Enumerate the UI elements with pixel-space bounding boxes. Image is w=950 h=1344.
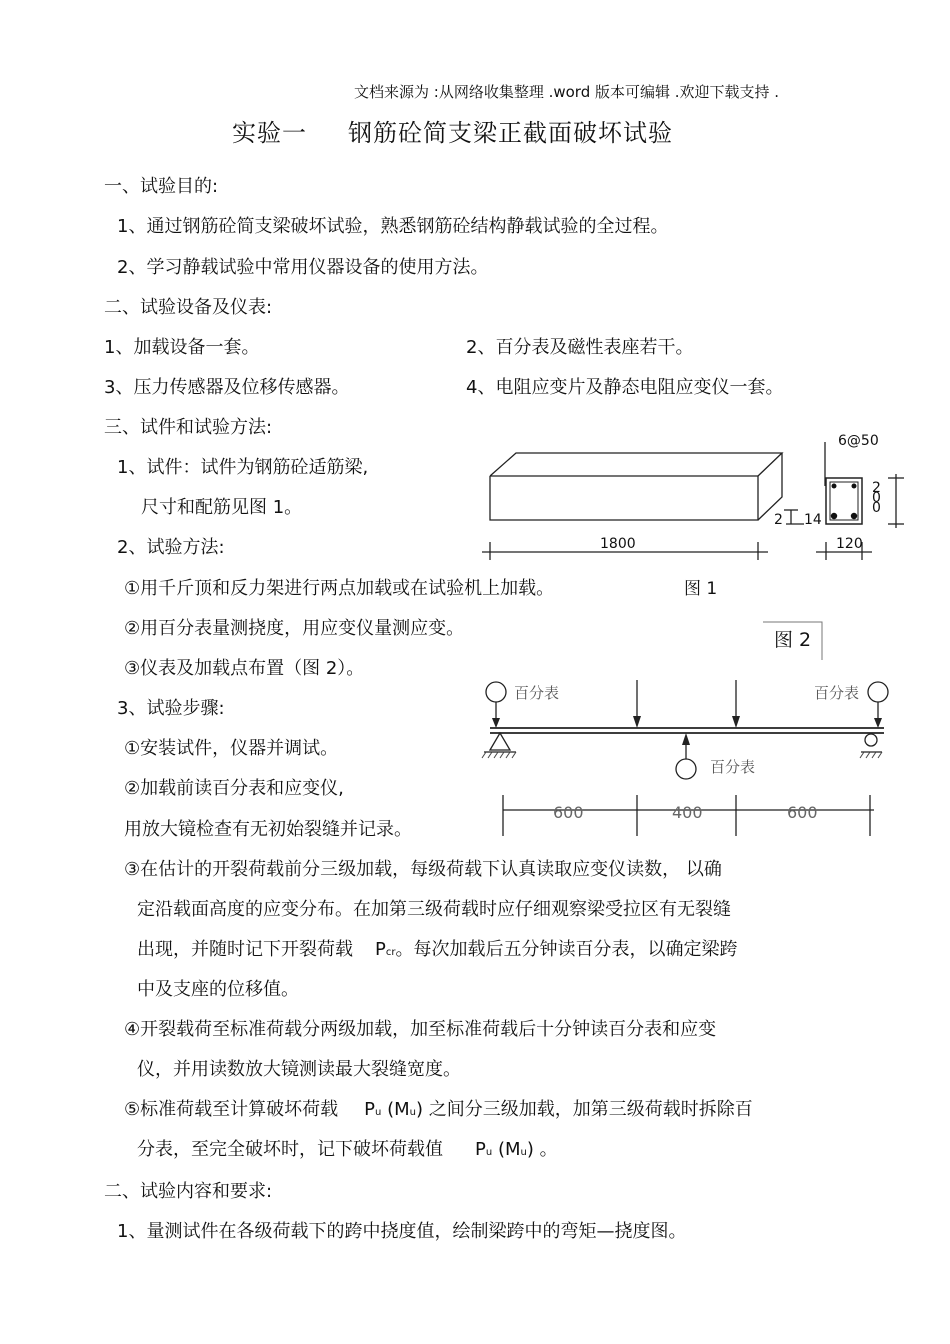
dial-gauge-left bbox=[486, 682, 506, 702]
stirrup-label: 6@50 bbox=[838, 433, 879, 449]
span-label-right: 600 bbox=[787, 803, 818, 822]
beam-end-face bbox=[758, 453, 782, 520]
step-5-line-2: 分表，至完全破坏时，记下破坏荷载值 Pu (Mu) 。 bbox=[137, 1139, 558, 1160]
section-width-label: 120 bbox=[836, 536, 863, 552]
step-5-line-1: ⑤标准荷载至计算破坏荷载 Pu (Mu) 之间分三级加载，加第三级荷载时拆除百 bbox=[124, 1099, 753, 1120]
specimen-line-2: 尺寸和配筋见图 1。 bbox=[141, 497, 303, 518]
roller-support-right bbox=[865, 734, 877, 746]
pin-support-left bbox=[490, 733, 510, 750]
method-heading: 2、试验方法: bbox=[117, 537, 225, 558]
beam-top-face bbox=[490, 453, 782, 476]
beam-front-face bbox=[490, 476, 758, 520]
section-heading-content: 二、试验内容和要求: bbox=[104, 1181, 273, 1202]
step-3-line-2: 定沿载面高度的应变分布。在加第三级荷载时应仔细观察梁受拉区有无裂缝 bbox=[137, 899, 731, 920]
equipment-item-2: 2、百分表及磁性表座若干。 bbox=[466, 337, 694, 358]
figure-1-caption: 图 1 bbox=[684, 579, 718, 599]
section-heading-method: 三、试件和试验方法: bbox=[104, 417, 273, 438]
dial-gauge-mid bbox=[676, 759, 696, 779]
dial-gauge-label-left: 百分表 bbox=[514, 684, 560, 702]
span-label-middle: 400 bbox=[672, 803, 703, 822]
source-note: 文档来源为 :从网络收集整理 .word 版本可编辑 .欢迎下载支持 . bbox=[354, 83, 780, 101]
step-2-line-2: 用放大镜检查有无初始裂缝并记录。 bbox=[124, 819, 412, 840]
bar-count-label: 2 bbox=[774, 512, 783, 528]
equipment-item-3: 3、压力传感器及位移传感器。 bbox=[104, 377, 350, 398]
section-height-label: 200 bbox=[872, 480, 881, 516]
equipment-item-1: 1、加载设备一套。 bbox=[104, 337, 260, 358]
step-1: ①安装试件，仪器并调试。 bbox=[124, 738, 339, 759]
step-3-line-3: 出现，并随时记下开裂荷载 Pcr。每次加载后五分钟读百分表，以确定梁跨 bbox=[137, 939, 738, 960]
step-3-line-4: 中及支座的位移值。 bbox=[137, 979, 299, 1000]
method-item-3: ③仪表及加载点布置（图 2）。 bbox=[124, 658, 365, 679]
beam-length-label: 1800 bbox=[600, 536, 636, 552]
figure-2-caption: 图 2 bbox=[774, 629, 812, 651]
cross-section-outline bbox=[826, 478, 862, 524]
dial-gauge-right bbox=[868, 682, 888, 702]
dial-gauge-label-mid: 百分表 bbox=[710, 758, 756, 776]
stirrup bbox=[830, 482, 858, 520]
bar-diameter-label: 14 bbox=[804, 512, 822, 528]
step-2-line-1: ②加载前读百分表和应变仪, bbox=[124, 778, 344, 799]
span-label-left: 600 bbox=[553, 803, 584, 822]
section-heading-purpose: 一、试验目的: bbox=[104, 176, 219, 197]
purpose-item-2: 2、学习静载试验中常用仪器设备的使用方法。 bbox=[117, 257, 489, 278]
title-part1: 实验一 bbox=[232, 119, 307, 147]
content-item-1: 1、量测试件在各级荷载下的跨中挠度值，绘制梁跨中的弯矩—挠度图。 bbox=[117, 1221, 687, 1242]
dial-gauge-label-right: 百分表 bbox=[814, 684, 860, 702]
method-item-1: ①用千斤顶和反力架进行两点加载或在试验机上加载。 bbox=[124, 578, 555, 599]
page-title: 钢筋砼简支梁正截面破坏试验 bbox=[348, 119, 673, 147]
step-3-line-1: ③在估计的开裂荷载前分三级加载，每级荷载下认真读取应变仪读数， 以确 bbox=[124, 859, 722, 880]
specimen-line-1: 1、试件：试件为钢筋砼适筋梁, bbox=[117, 457, 369, 478]
steps-heading: 3、试验步骤: bbox=[117, 698, 225, 719]
method-item-2: ②用百分表量测挠度，用应变仪量测应变。 bbox=[124, 618, 465, 639]
section-heading-equipment: 二、试验设备及仪表: bbox=[104, 297, 273, 318]
step-4-line-2: 仪，并用读数放大镜测读最大裂缝宽度。 bbox=[137, 1059, 461, 1080]
purpose-item-1: 1、通过钢筋砼简支梁破坏试验，熟悉钢筋砼结构静载试验的全过程。 bbox=[117, 216, 669, 237]
equipment-item-4: 4、电阻应变片及静态电阻应变仪一套。 bbox=[466, 377, 784, 398]
step-4-line-1: ④开裂载荷至标准荷载分两级加载，加至标准荷载后十分钟读百分表和应变 bbox=[124, 1019, 717, 1040]
